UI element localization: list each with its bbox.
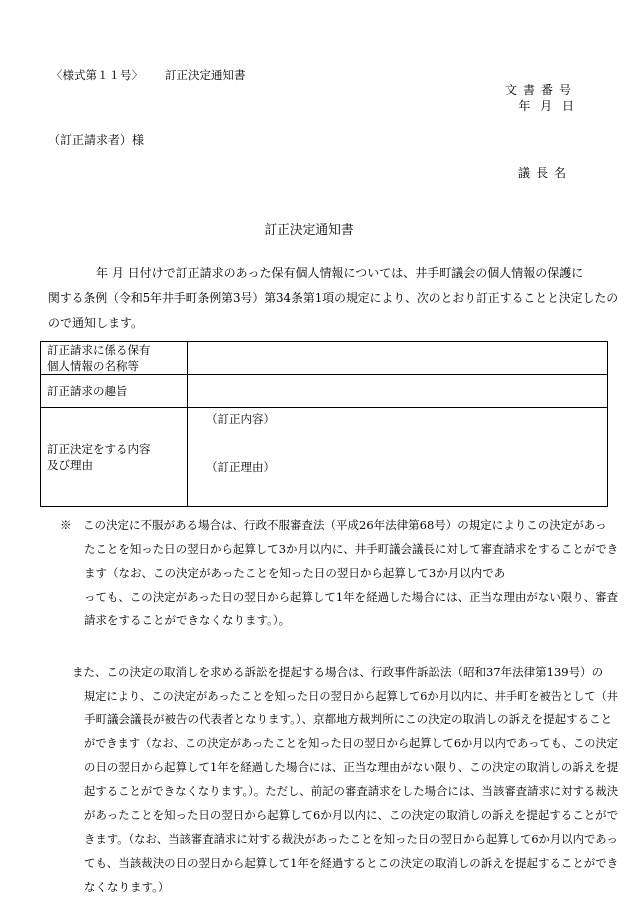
notice-line: きます。（なお、当該審査請求に対する裁決があったことを知った日の翌日から起算して6か月以内であっ <box>84 832 618 846</box>
form-number: 〈様式第１１号〉 <box>51 68 143 82</box>
correction-table <box>40 341 608 507</box>
row2-value <box>188 375 608 408</box>
notice-line: なくなります。） <box>84 880 170 894</box>
notice-line: また、この決定の取消しを求める訴訟を提起する場合は、行政事件訴訟法（昭和37年法律第139号）の <box>72 665 604 679</box>
table-row <box>41 342 608 375</box>
notice-line: ても、当該裁決の日の翌日から起算して1年を経過するとこの決定の取消しの訴えを提起することができ <box>84 856 619 870</box>
notice-line: の日の翌日から起算して1年を経過した場合には、正当な理由がない限り、この決定の取消しの訴えを提 <box>84 760 619 774</box>
notice-line: 手町議会議長が被告の代表者となります。）、京都地方裁判所にこの決定の取消しの訴えを提起すること <box>84 712 613 726</box>
chair-name: 議長名 <box>517 166 572 180</box>
requester-name: （訂正請求者）様 <box>48 133 145 147</box>
notice-line: ます（なお、この決定があったことを知った日の翌日から起算して3か月以内であ <box>84 566 506 580</box>
document-date: 年 月 日 <box>518 99 577 113</box>
row1-value <box>188 342 608 375</box>
row3-value <box>188 408 608 507</box>
intro-line: 年 月 日付けで訂正請求のあった保有個人情報については、井手町議会の個人情報の保護に <box>96 266 584 280</box>
row3-label: 訂正決定をする内容 及び理由 <box>41 408 188 507</box>
form-number-line <box>51 67 246 83</box>
notice-line: があったことを知った日の翌日から起算して6か月以内に、この決定の取消しの訴えを提起することがで <box>84 808 619 822</box>
intro-line: ので通知します。 <box>48 316 144 330</box>
correction-content-label: （訂正内容） <box>206 412 275 426</box>
document-number: 文書番号 <box>504 83 577 97</box>
table-row <box>41 375 608 408</box>
notice-line: 請求をすることができなくなります。）。 <box>84 613 291 627</box>
page-title: 訂正決定通知書 <box>264 223 354 238</box>
form-name: 訂正決定通知書 <box>165 68 246 82</box>
notice-line: っても、この決定があった日の翌日から起算して1年を経過した場合には、正当な理由がない限り、審査 <box>84 590 619 604</box>
notice-line: ができます（なお、この決定があったことを知った日の翌日から起算して6か月以内であっても、この決定 <box>84 736 618 750</box>
row2-label: 訂正請求の趣旨 <box>41 375 188 408</box>
correction-reason-label: （訂正理由） <box>206 460 275 474</box>
table-row <box>41 408 608 507</box>
intro-line: 関する条例（令和5年井手町条例第3号）第34条第1項の規定により、次のとおり訂正することと決定したの <box>48 291 619 305</box>
row1-label: 訂正請求に係る保有 個人情報の名称等 <box>41 342 188 375</box>
notice-line: 規定により、この決定があったことを知った日の翌日から起算して6か月以内に、井手町を被告として（井 <box>84 689 619 703</box>
notice-line: たことを知った日の翌日から起算して3か月以内に、井手町議会議長に対して審査請求をすることができ <box>84 542 619 556</box>
notice-line: ※ この決定に不服がある場合は、行政不服審査法（平成26年法律第68号）の規定によりこの決定があっ <box>60 518 607 532</box>
notice-line: 起することができなくなります。）。ただし、前記の審査請求をした場合には、当該審査請求に対する裁決 <box>84 784 619 798</box>
